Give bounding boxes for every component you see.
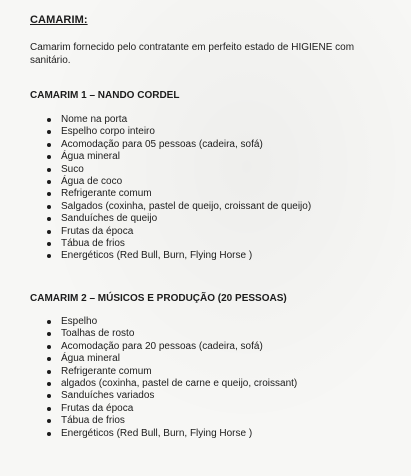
list-item: [47, 341, 297, 353]
list-item: [47, 213, 311, 225]
list-item-text: Água mineral: [61, 353, 120, 365]
document-heading: CAMARIM:: [30, 14, 88, 26]
list-item-text: Toalhas de rosto: [61, 328, 135, 340]
list-item-text: Tábua de frios: [61, 238, 125, 250]
list-item: [47, 188, 311, 200]
list-item: [47, 139, 311, 151]
list-item: [47, 316, 297, 328]
list-item-text: Suco: [61, 163, 84, 175]
bullet-icon: [47, 382, 51, 386]
list-item-text: Espelho: [61, 316, 98, 327]
list-item: [47, 201, 311, 213]
list-item: [47, 238, 311, 250]
intro-paragraph: Camarim fornecido pelo contratante em perfeito estado de HIGIENE com sanitário.: [30, 42, 355, 66]
list-item: [47, 328, 297, 340]
list-item-text: Energéticos (Red Bull, Burn, Flying Horse ): [61, 250, 253, 262]
list-item: [47, 151, 311, 163]
list-item-text: Refrigerante comum: [61, 365, 152, 377]
bullet-icon: [47, 407, 51, 411]
bullet-icon: [47, 180, 51, 184]
list-item-text: Salgados (coxinha, pastel de queijo, croissant de queijo): [61, 200, 312, 212]
bullet-icon: [47, 332, 51, 336]
bullet-icon: [47, 419, 51, 423]
bullet-icon: [47, 345, 51, 349]
list-item-text: Espelho corpo inteiro: [61, 126, 155, 138]
list-item: [47, 114, 311, 126]
list-item-text: Sanduíches variados: [61, 390, 155, 402]
list-item-text: Água mineral: [61, 151, 120, 163]
list-item-text: Sanduíches de queijo: [61, 213, 158, 225]
list-item: [47, 176, 311, 188]
list-item-text: Energéticos (Red Bull, Burn, Flying Horse ): [61, 427, 253, 439]
bullet-icon: [47, 432, 51, 436]
bullet-icon: [47, 118, 51, 122]
list-item-text: Água de coco: [61, 176, 123, 188]
section-title-camarim-1: CAMARIM 1 – NANDO CORDEL: [30, 90, 180, 101]
item-list-camarim-2: [47, 316, 297, 440]
list-item-text: Tábua de frios: [61, 415, 125, 427]
list-item-text: Refrigerante comum: [61, 188, 152, 200]
list-item-text: Frutas da época: [61, 402, 134, 414]
section-title-camarim-2: CAMARIM 2 – MÚSICOS E PRODUÇÃO (20 PESSOAS): [30, 293, 287, 304]
list-item-text: Frutas da época: [61, 225, 134, 237]
list-item-text: Nome na porta: [61, 114, 128, 125]
list-item: [47, 415, 297, 427]
bullet-icon: [47, 320, 51, 324]
list-item: [47, 126, 311, 138]
bullet-icon: [47, 230, 51, 234]
list-item-text: Acomodação para 20 pessoas (cadeira, sofá): [61, 340, 263, 352]
list-item: [47, 353, 297, 365]
bullet-icon: [47, 254, 51, 258]
bullet-icon: [47, 143, 51, 147]
bullet-icon: [47, 168, 51, 172]
bullet-icon: [47, 155, 51, 159]
list-item: [47, 164, 311, 176]
list-item: [47, 226, 311, 238]
bullet-icon: [47, 217, 51, 221]
list-item: [47, 250, 311, 262]
bullet-icon: [47, 357, 51, 361]
list-item: [47, 366, 297, 378]
list-item: [47, 390, 297, 402]
list-item: [47, 378, 297, 390]
list-item: [47, 403, 297, 415]
bullet-icon: [47, 192, 51, 196]
item-list-camarim-1: [47, 114, 311, 263]
bullet-icon: [47, 242, 51, 246]
list-item-text: algados (coxinha, pastel de carne e queijo, croissant): [61, 378, 298, 390]
bullet-icon: [47, 394, 51, 398]
bullet-icon: [47, 370, 51, 374]
bullet-icon: [47, 130, 51, 134]
list-item: [47, 428, 297, 440]
list-item-text: Acomodação para 05 pessoas (cadeira, sofá): [61, 138, 263, 150]
bullet-icon: [47, 205, 51, 209]
